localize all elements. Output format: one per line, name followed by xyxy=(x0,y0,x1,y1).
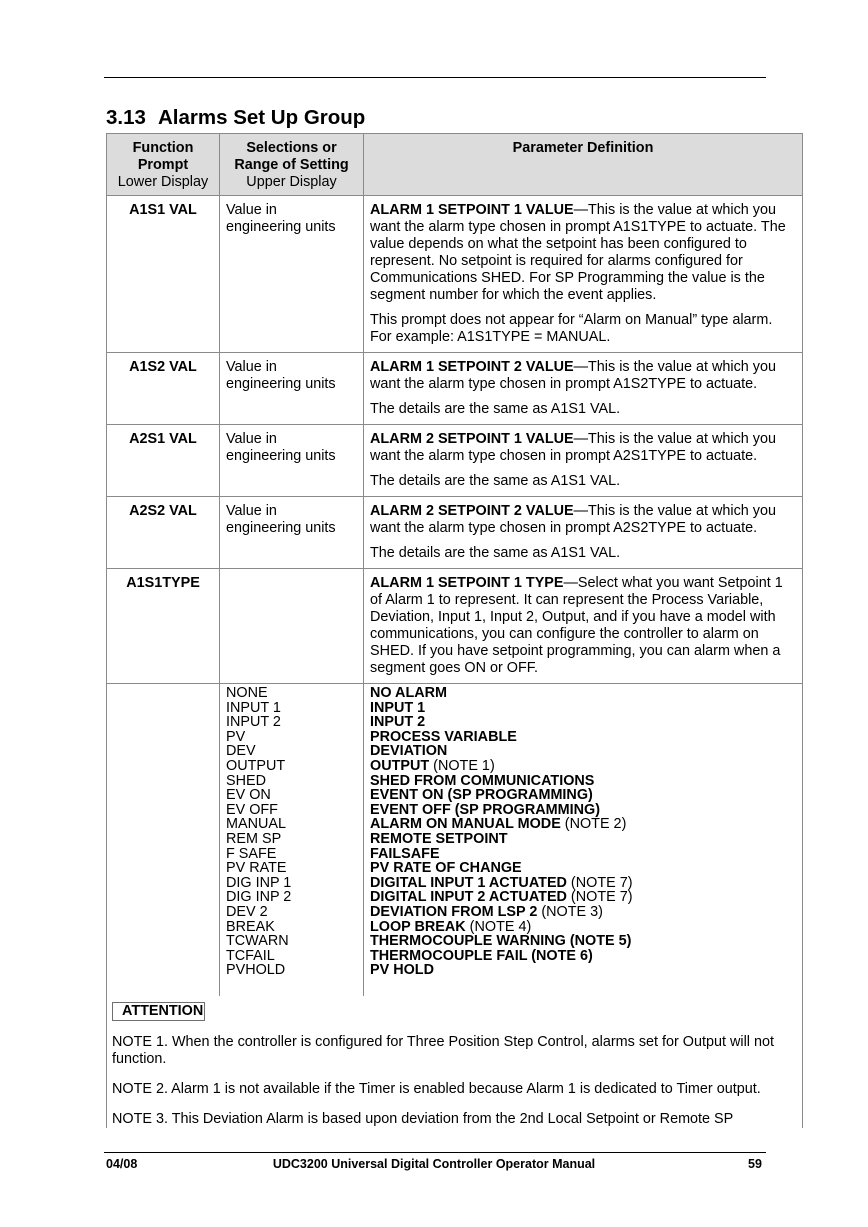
option-name: THERMOCOUPLE WARNING (NOTE 5) xyxy=(370,933,632,950)
table-row xyxy=(107,425,803,497)
selection-cell: Value in engineering units xyxy=(220,196,364,353)
option-code: DIG INP 2 xyxy=(226,889,292,906)
option-code: INPUT 1 xyxy=(226,699,281,716)
section-number: 3.13 xyxy=(106,106,146,129)
option-code: SHED xyxy=(226,772,266,789)
option-code: NONE xyxy=(226,685,268,701)
selection-cell xyxy=(220,569,364,684)
option-names xyxy=(364,684,803,996)
option-code: BREAK xyxy=(226,918,275,935)
option-name: LOOP BREAK (NOTE 4) xyxy=(370,918,532,935)
option-name: PROCESS VARIABLE xyxy=(370,728,517,745)
option-code: INPUT 2 xyxy=(226,714,281,731)
option-code: PVHOLD xyxy=(226,962,286,979)
footer-page-number: 59 xyxy=(748,1157,762,1171)
notes-cell xyxy=(107,996,803,1128)
option-name: OUTPUT (NOTE 1) xyxy=(370,757,495,774)
header-function-prompt: Function Prompt Lower Display xyxy=(107,134,220,196)
option-code: TCFAIL xyxy=(226,947,275,964)
option-name: EVENT ON (SP PROGRAMMING) xyxy=(370,787,593,804)
option-codes xyxy=(220,684,364,996)
option-name: DIGITAL INPUT 1 ACTUATED (NOTE 7) xyxy=(370,874,633,891)
table-row xyxy=(107,353,803,425)
option-name: DEVIATION xyxy=(370,743,448,760)
definition-cell: ALARM 1 SETPOINT 1 TYPE—Select what you want Setpoint 1 of Alarm 1 to represent. It can represent the Process Variable, Deviation, Input 1, Input 2, Output, and if you have a model with communications, you can configure the controller to alarm on SHED. If you have setpoint programming, you can alarm when a segment goes ON or OFF. xyxy=(364,569,803,684)
definition-cell: ALARM 1 SETPOINT 2 VALUE—This is the value at which you want the alarm type chosen in prompt A1S2TYPE to actuate. The details are the same as A1S1 VAL. xyxy=(364,353,803,425)
option-name: REMOTE SETPOINT xyxy=(370,830,508,847)
options-prompt-spacer xyxy=(107,684,220,996)
notes-row xyxy=(107,996,803,1128)
attention-label: ATTENTION xyxy=(112,1002,205,1021)
options-row xyxy=(107,684,803,996)
definition-cell: ALARM 1 SETPOINT 1 VALUE—This is the value at which you want the alarm type chosen in prompt A1S1TYPE to actuate. The value depends on what the setpoint has been configured to represent. No setpoint is required for alarms configured for Communications SHED. For SP Programming the value is the segment number for which the event applies. This prompt does not appear for “Alarm on Manual” type alarm. For example: A1S1TYPE = MANUAL. xyxy=(364,196,803,353)
prompt-cell: A1S2 VAL xyxy=(107,353,220,425)
table-header-row xyxy=(107,134,803,196)
option-name: DEVIATION FROM LSP 2 (NOTE 3) xyxy=(370,903,603,920)
option-name: INPUT 2 xyxy=(370,714,426,731)
option-name: SHED FROM COMMUNICATIONS xyxy=(370,772,595,789)
option-code: PV xyxy=(226,728,246,745)
footer-date: 04/08 xyxy=(106,1157,138,1171)
header-selections: Selections or Range of Setting Upper Display xyxy=(220,134,364,196)
prompt-cell: A1S1 VAL xyxy=(107,196,220,353)
alarms-table xyxy=(106,133,803,1128)
option-name: ALARM ON MANUAL MODE (NOTE 2) xyxy=(370,816,627,833)
option-code: OUTPUT xyxy=(226,757,286,774)
definition-cell: ALARM 2 SETPOINT 1 VALUE—This is the value at which you want the alarm type chosen in prompt A2S1TYPE to actuate. The details are the same as A1S1 VAL. xyxy=(364,425,803,497)
option-code: F SAFE xyxy=(226,845,277,862)
option-name: INPUT 1 xyxy=(370,699,426,716)
option-name: THERMOCOUPLE FAIL (NOTE 6) xyxy=(370,947,593,964)
option-code: DEV 2 xyxy=(226,903,268,920)
header-parameter-definition: Parameter Definition xyxy=(364,134,803,196)
option-code: MANUAL xyxy=(226,816,286,833)
option-code: EV ON xyxy=(226,787,271,804)
footer-manual-title: UDC3200 Universal Digital Controller Operator Manual xyxy=(272,1157,596,1171)
option-name: FAILSAFE xyxy=(370,845,440,862)
option-code: PV RATE xyxy=(226,860,287,877)
option-name: NO ALARM xyxy=(370,685,448,701)
selection-cell: Value in engineering units xyxy=(220,425,364,497)
definition-cell: ALARM 2 SETPOINT 2 VALUE—This is the value at which you want the alarm type chosen in prompt A2S2TYPE to actuate. The details are the same as A1S1 VAL. xyxy=(364,497,803,569)
table-row-type xyxy=(107,569,803,684)
bottom-rule xyxy=(104,1152,766,1153)
option-name: PV HOLD xyxy=(370,962,434,979)
option-code: EV OFF xyxy=(226,801,278,818)
section-title-text: Alarms Set Up Group xyxy=(158,106,366,129)
prompt-cell: A1S1TYPE xyxy=(107,569,220,684)
note-1: NOTE 1. When the controller is configured for Three Position Step Control, alarms set for Output will not function. xyxy=(112,1033,774,1067)
note-3: NOTE 3. This Deviation Alarm is based upon deviation from the 2nd Local Setpoint or Remote SP xyxy=(112,1110,734,1127)
page-body xyxy=(106,0,802,1127)
option-code: DIG INP 1 xyxy=(226,874,292,891)
table-row xyxy=(107,497,803,569)
option-name: DIGITAL INPUT 2 ACTUATED (NOTE 7) xyxy=(370,889,633,906)
table-row xyxy=(107,196,803,353)
note-2: NOTE 2. Alarm 1 is not available if the Timer is enabled because Alarm 1 is dedicated to Timer output. xyxy=(112,1080,761,1097)
option-code: DEV xyxy=(226,743,256,760)
selection-cell: Value in engineering units xyxy=(220,497,364,569)
prompt-cell: A2S1 VAL xyxy=(107,425,220,497)
option-code: TCWARN xyxy=(226,933,289,950)
option-name: PV RATE OF CHANGE xyxy=(370,860,522,877)
prompt-cell: A2S2 VAL xyxy=(107,497,220,569)
option-name: EVENT OFF (SP PROGRAMMING) xyxy=(370,801,600,818)
option-code: REM SP xyxy=(226,830,282,847)
selection-cell: Value in engineering units xyxy=(220,353,364,425)
